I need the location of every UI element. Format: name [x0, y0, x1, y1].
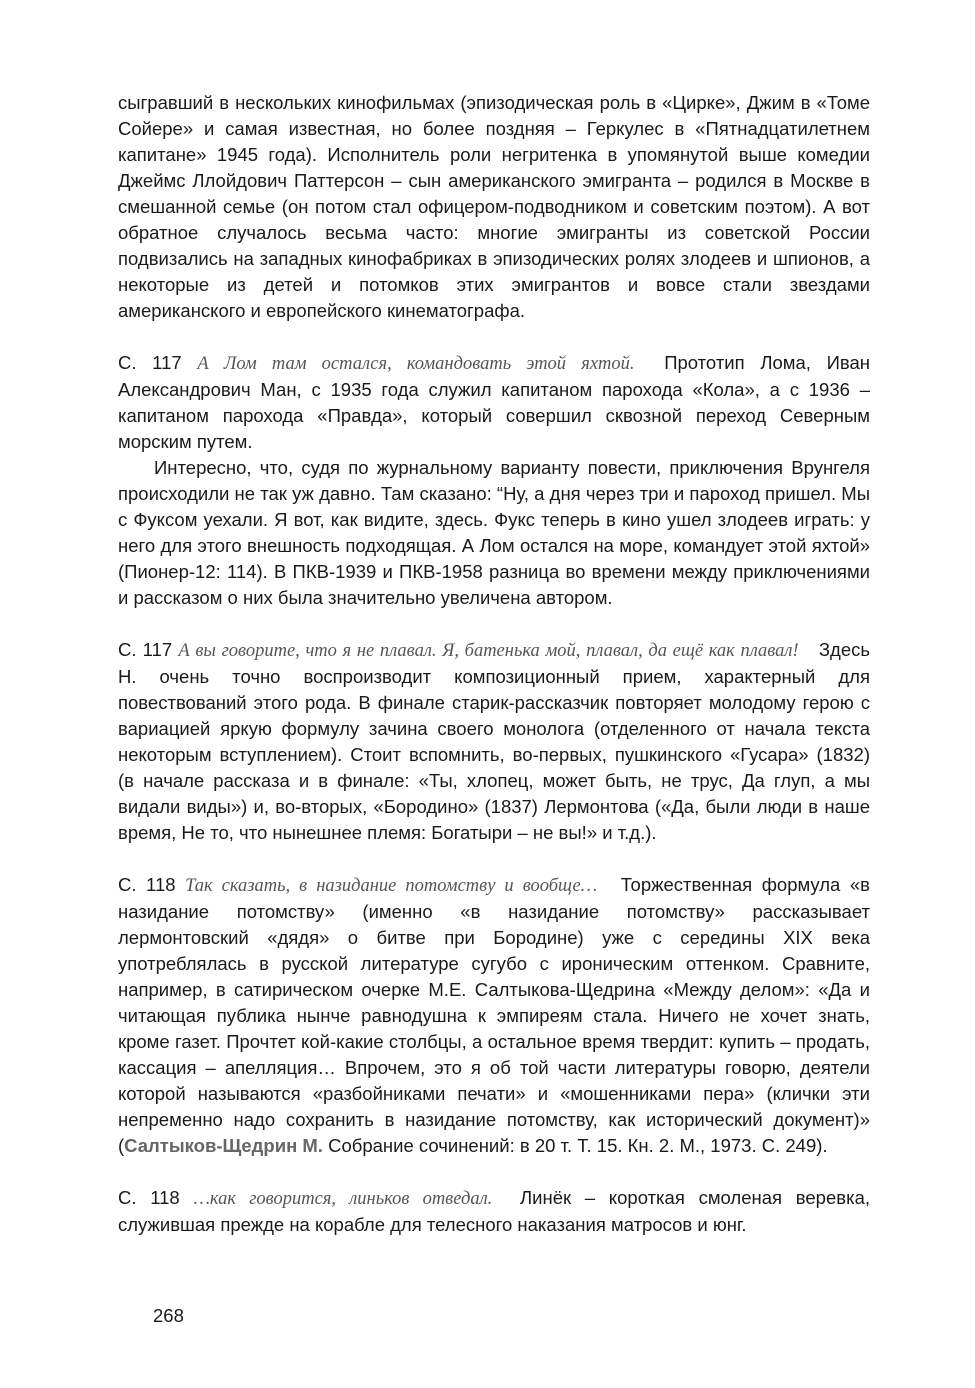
note-text: Линёк – короткая смоленая веревка, служившая прежде на корабле для телесного наказания матросов и юнг. — [118, 1187, 871, 1235]
page-number: 268 — [153, 1305, 184, 1326]
page-reference: С. 117 — [118, 639, 173, 660]
commentary-text — [118, 90, 870, 1238]
note-text: Здесь Н. очень точно воспроизводит композиционный прием, характерный для повествований этого рода. В финале старик-рассказчик повторяет молодому герою с вариацией яркую формулу зачина своего монолога (отделенного от начала текста некоторым вступлением). Стоит вспомнить, во-первых, пушкинского «Гусара» (1832) (в начале рассказа и в финале: «Ты, хлопец, может быть, не трус, Да глуп, а мы видали виды») и, во-вторых, «Бородино» (1837) Лермонтова («Да, были люди в наше время, Не то, что нынешнее племя: Богатыри – не вы!» и т.д.). — [118, 639, 870, 843]
note-text: Торжественная формула «в назидание потомству» (именно «в назидание потомству» рассказывает лермонтовский «дядя» о битве при Бородине) уже с середины XIX века употреблялась в русской литературе сугубо с ироническим оттенком. Сравните, например, в сатирическом очерке М.Е. Салтыкова-Щедрина «Между делом»: «Да и читающая публика нынче равнодушна к эмпиреям стала. Ничего не хочет знать, кроме газет. Прочтет кой-какие столбцы, а остальное время твердит: купить – продать, кассация – апелляция… Впрочем, это я об той части литературы говорю, деятели которой называются «разбойниками печати» и «мошенниками пера» (клички эти непременно надо сохранить в назидание потомству, как исторический документ)» ( — [118, 874, 870, 1156]
page-reference: С. 118 — [118, 1187, 180, 1208]
quoted-phrase: Так сказать, в назидание потомству и вообще… — [185, 876, 598, 896]
source-citation: Собрание сочинений: в 20 т. Т. 15. Кн. 2. М., 1973. С. 249). — [322, 1135, 828, 1156]
page-reference: С. 117 — [118, 352, 182, 373]
note-text: Прототип Лома, Иван Александрович Ман, с 1935 года служил капитаном парохода «Кола», а с 1936 – капитаном парохода «Правда», который совершил сквозной переход Северным морским путем. — [118, 352, 870, 452]
note-page-117-plaval — [118, 637, 870, 846]
quoted-phrase: А Лом там остался, командовать этой яхтой. — [197, 354, 635, 374]
note-page-118-linek — [118, 1185, 870, 1238]
quoted-phrase: …как говорится, линьков отведал. — [193, 1189, 493, 1209]
author-name: Салтыков-Щедрин М. — [124, 1135, 323, 1156]
paragraph-continuation: сыгравший в нескольких кинофильмах (эпизодическая роль в «Цирке», Джим в «Томе Сойере» и самая известная, но более поздняя – Геркулес в «Пятнадцатилетнем капитане» 1945 года). Исполнитель роли негритенка в упомянутой выше комедии Джеймс Ллойдович Паттерсон – сын американского эмигранта – родился в Москве в смешанной семье (он потом стал офицером-подводником и советским поэтом). А вот обратное случалось весьма часто: многие эмигранты из советской России подвизались на западных кинофабриках в эпизодических ролях злодеев и шпионов, а некоторые из детей и потомков этих эмигрантов и вовсе стали звездами американского и европейского кинематографа. — [118, 92, 870, 321]
quoted-phrase: А вы говорите, что я не плавал. Я, батенька мой, плавал, да ещё как плавал! — [178, 641, 799, 661]
page-reference: С. 118 — [118, 874, 176, 895]
note-continuation: Интересно, что, судя по журнальному варианту повести, приключения Врунгеля происходили не так уж давно. Там сказано: “Ну, а дня через три и пароход пришел. Мы с Фуксом уехали. Я вот, как видите, здесь. Фукс теперь в кино ушел злодеев играть: у него для этого внешность подходящая. А Лом остался на море, командует этой яхтой» (Пионер-12: 114). В ПКВ-1939 и ПКВ-1958 разница во времени между приключениями и рассказом о них была значительно увеличена автором. — [118, 457, 870, 608]
note-page-118-nazidanie — [118, 872, 870, 1159]
note-page-117-lom — [118, 350, 870, 455]
